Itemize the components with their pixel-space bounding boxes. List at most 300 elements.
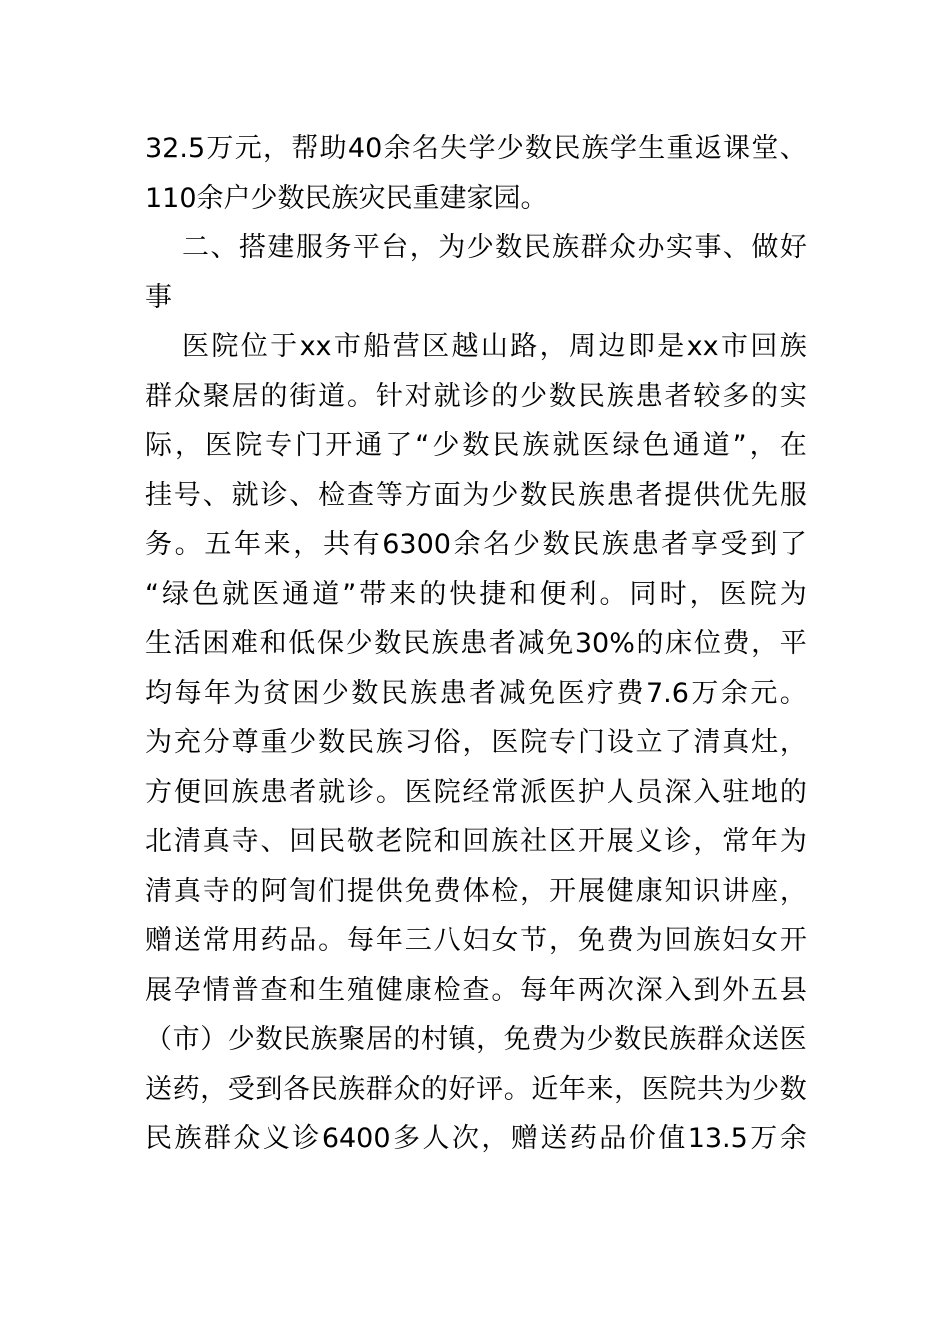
text-glyph: 者 [488,628,516,659]
text-glyph: 万 [206,133,234,164]
text-glyph: 族 [581,133,609,164]
text-glyph: 是 [657,331,685,362]
text-glyph: 低 [288,628,316,659]
text-glyph: 老 [375,826,403,857]
text-glyph: 和 [259,628,287,659]
text-glyph: 充 [173,727,201,758]
text-glyph: ， [689,578,717,610]
text-glyph: 便 [539,578,567,610]
text-glyph: 专 [549,727,577,758]
text-glyph: 余 [453,529,481,560]
text-glyph: 展 [606,826,634,857]
text-glyph: 价 [628,1123,656,1154]
text-glyph: 真 [173,875,201,907]
text-glyph: 品 [599,1123,627,1154]
text-line [145,1015,807,1065]
text-glyph: 常 [722,826,750,857]
text-glyph: 真 [722,727,750,758]
text-glyph: 40 [347,133,383,164]
text-glyph: 殖 [347,974,375,1006]
text-glyph: 万 [691,677,719,709]
text-glyph: 搭 [238,232,266,263]
text-glyph: 孕 [173,974,201,1006]
text-glyph: 族 [669,1024,697,1055]
text-glyph: 为 [558,1024,586,1055]
text-glyph: 们 [318,875,346,907]
text-glyph: 于 [270,331,298,362]
text-glyph: 重 [412,182,440,214]
text-glyph: 者 [469,677,497,709]
text-glyph: 数 [614,1024,642,1055]
text-glyph: ， [481,1123,509,1154]
text-glyph: 的 [751,380,779,412]
text-glyph: 少 [227,1024,255,1055]
text-line [145,322,807,372]
text-glyph: 驻 [722,776,750,808]
text-glyph: ” [732,430,747,461]
text-glyph: 事 [145,281,172,313]
text-glyph: 。 [491,974,519,1006]
text-glyph: 常 [491,776,519,808]
text-glyph: 等 [375,479,403,511]
text-glyph: 医 [404,776,432,808]
text-glyph: 年 [751,826,779,857]
text-glyph: 和 [509,578,537,610]
text-glyph: ， [693,826,721,857]
text-glyph: 为 [462,479,490,511]
text-glyph: 寺 [231,826,259,857]
text-glyph: 院 [669,1073,697,1105]
text-glyph: ， [779,875,807,907]
text-glyph: 课 [723,133,751,164]
text-glyph: 的 [393,1024,421,1055]
text-glyph: 困 [292,677,320,709]
text-glyph: 院 [235,430,263,461]
text-glyph: 聚 [202,380,230,412]
text-glyph: 义 [262,1123,290,1154]
text-glyph: 。 [318,925,346,956]
text-glyph: 送 [145,1073,172,1105]
text-glyph: ” [342,578,357,610]
text-glyph: 院 [211,331,239,362]
text-glyph: 多 [393,1123,420,1154]
text-glyph: 年 [375,925,403,956]
text-glyph: 、 [260,826,288,857]
text-glyph: 路 [510,331,538,362]
text-glyph: 多 [722,380,750,412]
text-glyph: 民 [304,182,332,214]
text-glyph: 深 [664,776,692,808]
text-glyph: 费 [531,1024,559,1055]
text-glyph: 北 [145,826,172,857]
text-glyph: 康 [404,974,432,1006]
text-glyph: 免 [577,925,605,956]
text-glyph: 医 [252,578,280,610]
text-glyph: 的 [260,380,288,412]
text-glyph: 家 [466,182,494,214]
text-glyph: 。 [503,1073,531,1105]
text-glyph: 供 [693,479,721,511]
text-line [145,718,807,768]
text-glyph: 数 [374,628,402,659]
text-glyph: 、 [210,232,238,263]
text-glyph: 市 [172,1024,200,1055]
text-glyph: ， [409,232,437,263]
text-glyph: 7.6 [645,677,689,709]
text-glyph: 绿 [612,430,640,461]
text-glyph: （ [145,1024,172,1055]
text-glyph: 优 [722,479,750,511]
text-glyph: 讲 [722,875,750,907]
text-glyph: 族 [310,1024,338,1055]
text-glyph: 开 [577,826,605,857]
text-glyph: 学 [468,133,496,164]
text-glyph: 数 [549,380,577,412]
text-glyph: 五 [751,974,779,1006]
text-glyph: 医 [779,1024,807,1055]
text-glyph: 患 [606,479,634,511]
text-glyph: 和 [289,974,317,1006]
text-glyph: 。 [779,677,807,709]
text-glyph: xx [299,331,332,362]
text-glyph: 查 [347,479,375,511]
text-line [145,520,807,570]
text-glyph: 少 [250,182,278,214]
text-glyph: 展 [145,974,172,1006]
text-glyph: 为 [635,925,663,956]
text-glyph: 失 [440,133,468,164]
text-glyph: 众 [173,380,201,412]
text-glyph: 建 [439,182,467,214]
text-glyph: 实 [779,380,807,412]
text-glyph: 市 [333,331,361,362]
text-glyph: 尊 [231,727,259,758]
text-glyph: “ [145,578,159,610]
text-glyph: 。 [347,380,375,412]
text-glyph: 各 [282,1073,310,1105]
text-glyph: 患 [439,677,467,709]
text-glyph: 查 [462,974,490,1006]
text-glyph: 方 [404,479,432,511]
text-glyph: 重 [260,727,288,758]
text-glyph: 健 [606,875,634,907]
text-glyph: 免 [528,677,556,709]
text-glyph: 次 [606,974,634,1006]
text-glyph: 供 [375,875,403,907]
text-glyph: 实 [665,232,693,263]
text-glyph: 居 [365,1024,393,1055]
text-glyph: 众 [724,1024,752,1055]
text-glyph: 号 [173,479,201,511]
text-glyph: 有 [352,529,380,560]
body-text [145,124,807,1164]
text-glyph: 患 [460,628,488,659]
text-glyph: 、 [289,479,317,511]
text-glyph: 数 [462,430,490,461]
text-glyph: 聚 [338,1024,366,1055]
text-glyph: 便 [173,776,201,808]
text-glyph: 回 [664,925,692,956]
text-glyph: 的 [491,380,519,412]
text-glyph: 生 [318,974,346,1006]
text-glyph: 民 [492,430,520,461]
text-glyph: 数 [495,232,523,263]
text-glyph: 患 [260,776,288,808]
text-glyph: 重 [666,133,694,164]
text-glyph: 减 [517,628,545,659]
text-glyph: 医 [491,727,519,758]
text-glyph: 民 [310,1073,338,1105]
text-glyph: 13.5 [687,1123,748,1154]
text-glyph: 入 [693,776,721,808]
text-glyph: 来 [389,578,417,610]
text-glyph: 族 [522,430,550,461]
text-glyph: 为 [724,1073,752,1105]
text-glyph: 妇 [462,925,490,956]
text-glyph: 每 [174,677,202,709]
text-glyph: 共 [322,529,350,560]
text-glyph: 少 [466,232,494,263]
text-glyph: 患 [635,380,663,412]
text-line [145,223,807,273]
text-glyph: 费 [433,875,461,907]
text-glyph: 少 [321,677,349,709]
text-glyph: 就 [552,430,580,461]
text-glyph: 办 [637,232,665,263]
text-glyph: 面 [433,479,461,511]
text-glyph: 名 [411,133,439,164]
text-glyph: 服 [295,232,323,263]
text-glyph: 困 [202,628,230,659]
text-glyph: 。 [174,529,202,560]
text-glyph: 的 [636,628,664,659]
text-glyph: 堂 [751,133,779,164]
text-glyph: 帮 [291,133,319,164]
text-glyph: 药 [172,1073,200,1105]
text-glyph: 门 [577,727,605,758]
text-glyph: 费 [616,677,644,709]
text-glyph: 费 [606,925,634,956]
text-line [145,966,807,1016]
text-glyph: 事 [694,232,722,263]
text-glyph: 清 [693,727,721,758]
text-glyph: 少 [520,380,548,412]
text-glyph: 族 [174,1123,202,1154]
text-glyph: 道 [702,430,730,461]
text-glyph: 户 [223,182,251,214]
text-glyph: 民 [549,479,577,511]
text-glyph: 訇 [289,875,317,907]
text-glyph: 族 [601,529,629,560]
text-glyph: 110 [145,182,197,214]
text-glyph: 院 [749,578,777,610]
text-glyph: 女 [751,925,779,956]
text-line [145,1114,807,1164]
text-glyph: 患 [631,529,659,560]
text-glyph: 享 [690,529,718,560]
text-glyph: 值 [658,1123,686,1154]
text-glyph: ， [549,925,577,956]
text-glyph: 、 [722,232,750,263]
text-glyph: 民 [318,826,346,857]
text-glyph: 床 [665,628,693,659]
text-glyph: 敬 [347,826,375,857]
text-glyph: 评 [476,1073,504,1105]
text-glyph: 民 [577,380,605,412]
text-glyph: 到 [750,529,778,560]
text-glyph: 即 [627,331,655,362]
text-glyph: 区 [422,331,450,362]
text-glyph: 数 [318,727,346,758]
text-glyph: ， [476,1024,504,1055]
text-glyph: 对 [404,380,432,412]
text-glyph: 年 [233,529,261,560]
text-glyph: 经 [462,776,490,808]
text-glyph: 难 [230,628,258,659]
text-glyph: 了 [385,430,413,461]
text-glyph: 元 [234,133,262,164]
text-glyph: 居 [231,380,259,412]
text-glyph: 群 [580,232,608,263]
text-glyph: 民 [385,182,413,214]
text-glyph: 了 [779,529,807,560]
text-glyph: 展 [577,875,605,907]
text-glyph: 越 [451,331,479,362]
text-glyph: 回 [289,826,317,857]
text-glyph: 派 [520,776,548,808]
text-glyph: 族 [410,677,438,709]
text-glyph: 用 [231,925,259,956]
text-glyph: 道 [318,380,346,412]
text-line [145,619,807,669]
text-glyph: 回 [202,776,230,808]
text-glyph: 为 [779,578,807,610]
text-glyph: 余 [196,182,224,214]
text-glyph: 到 [693,974,721,1006]
text-glyph: 32.5 [145,133,206,164]
text-line [145,372,807,422]
text-glyph: 妇 [722,925,750,956]
text-glyph: 入 [664,974,692,1006]
text-glyph: 座 [751,875,779,907]
text-glyph: 近 [531,1073,559,1105]
text-glyph: 人 [606,776,634,808]
text-glyph: 民 [402,628,430,659]
text-glyph: 少 [496,133,524,164]
text-line [145,1065,807,1115]
text-glyph: 免 [503,1024,531,1055]
text-glyph: 回 [750,331,778,362]
text-glyph: 少 [289,727,317,758]
text-glyph: 护 [577,776,605,808]
text-glyph: 诊 [260,479,288,511]
text-glyph: 年 [558,1073,586,1105]
text-glyph: 数 [779,1073,807,1105]
text-glyph: 6300 [382,529,451,560]
text-glyph: 开 [779,925,807,956]
text-glyph: 6400 [321,1123,391,1154]
text-glyph: 方 [145,776,172,808]
text-glyph: 余 [779,1123,807,1154]
text-glyph: ） [200,1024,228,1055]
text-glyph: 医 [182,331,209,362]
text-glyph: 诊 [462,380,490,412]
text-glyph: 赠 [510,1123,538,1154]
text-glyph: 八 [433,925,461,956]
text-glyph: 医 [582,430,610,461]
text-glyph: ， [751,628,779,659]
text-glyph: 回 [462,826,490,857]
text-glyph: 常 [202,925,230,956]
text-glyph: ， [200,1073,228,1105]
text-glyph: 的 [420,1073,448,1105]
text-glyph: 。 [375,776,403,808]
text-glyph: 数 [255,1024,283,1055]
text-glyph: 医 [557,677,585,709]
text-glyph: 通 [355,430,383,461]
text-glyph: 了 [664,727,692,758]
text-glyph: 药 [260,925,288,956]
text-glyph: 为 [438,232,466,263]
text-glyph: 周 [569,331,597,362]
text-glyph: 名 [483,529,511,560]
text-glyph: 医 [641,1073,669,1105]
text-glyph: 女 [491,925,519,956]
text-glyph: 年 [203,677,231,709]
text-glyph: 免 [546,628,574,659]
text-glyph: 疗 [587,677,615,709]
text-glyph: 保 [316,628,344,659]
text-glyph: 外 [722,974,750,1006]
text-line [145,570,807,620]
text-glyph: 族 [491,826,519,857]
text-glyph: ， [749,430,777,461]
text-glyph: 每 [347,925,375,956]
text-glyph: 县 [779,974,807,1006]
text-glyph: 品 [289,925,317,956]
text-glyph: 通 [282,578,310,610]
text-glyph: 少 [752,1073,780,1105]
text-glyph: 、 [779,133,807,164]
text-glyph: 民 [347,727,375,758]
text-glyph: 立 [635,727,663,758]
text-glyph: 船 [363,331,391,362]
text-glyph: 30% [574,628,635,659]
text-glyph: 两 [577,974,605,1006]
text-glyph: 先 [751,479,779,511]
text-glyph: 来 [586,1073,614,1105]
text-glyph: 院 [520,727,548,758]
text-glyph: 每 [520,974,548,1006]
text-glyph: ， [293,529,321,560]
text-glyph: 清 [145,875,172,907]
text-glyph: 诊 [347,776,375,808]
text-glyph: 诊 [292,1123,320,1154]
text-glyph: 平 [779,628,807,659]
text-glyph: 少 [586,1024,614,1055]
text-glyph: 医 [549,776,577,808]
text-glyph: 共 [696,1073,724,1105]
text-glyph: 族 [693,925,721,956]
text-glyph: 地 [751,776,779,808]
text-glyph: 绿 [162,578,190,610]
text-glyph: 数 [351,677,379,709]
text-glyph: 提 [664,479,692,511]
text-glyph: 均 [145,677,172,709]
text-glyph: 费 [722,628,750,659]
text-glyph: 社 [520,826,548,857]
text-glyph: 灾 [358,182,386,214]
